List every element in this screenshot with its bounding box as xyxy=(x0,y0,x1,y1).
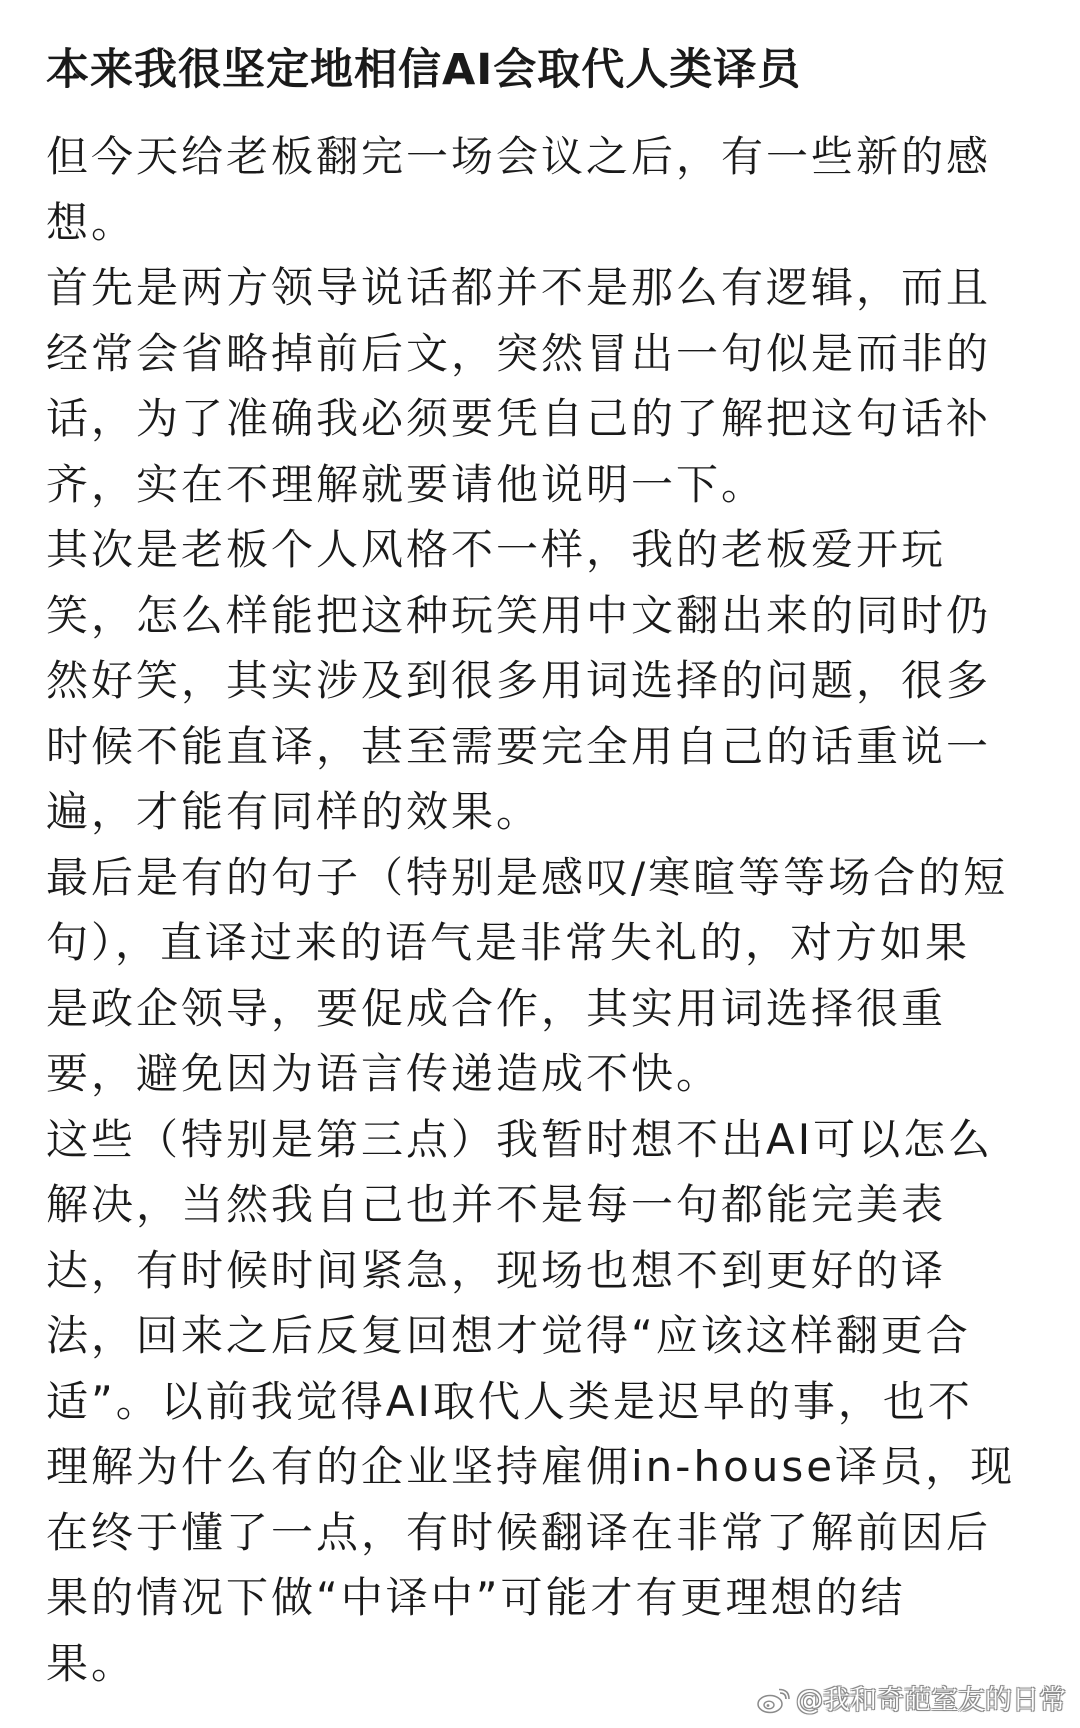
body-line: 适”。以前我觉得AI取代人类是迟早的事，也不 xyxy=(46,1376,973,1426)
body-line: 达，有时候时间紧急，现场也想不到更好的译 xyxy=(46,1245,947,1295)
body-line: 果的情况下做“中译中”可能才有更理想的结 xyxy=(46,1573,906,1622)
body-line: 然好笑，其实涉及到很多用词选择的问题，很多 xyxy=(46,656,992,705)
body-line: 解决，当然我自己也并不是每一句都能完美表 xyxy=(46,1180,947,1229)
body-line: 遍，才能有同样的效果。 xyxy=(46,787,542,836)
watermark-text: @我和奇葩室友的日常 xyxy=(796,1685,1066,1716)
body-line: 最后是有的句子（特别是感叹/寒暄等等场合的短 xyxy=(46,852,1009,902)
body-line: 在终于懂了一点，有时候翻译在非常了解前因后 xyxy=(46,1507,992,1557)
weibo-watermark xyxy=(756,1684,1066,1718)
body-line: 其次是老板个人风格不一样，我的老板爱开玩 xyxy=(46,525,947,574)
body-line: 句），直译过来的语气是非常失礼的，对方如果 xyxy=(46,918,971,967)
body-line: 话，为了准确我必须要凭自己的了解把这句话补 xyxy=(46,394,992,443)
body-line: 齐，实在不理解就要请他说明一下。 xyxy=(46,459,767,509)
body-line: 是政企领导，要促成合作，其实用词选择很重 xyxy=(46,983,947,1033)
body-line: 但今天给老板翻完一场会议之后，有一些新的感 xyxy=(46,132,992,181)
body-line: 笑，怎么样能把这种玩笑用中文翻出来的同时仍 xyxy=(46,590,992,640)
body-line: 这些（特别是第三点）我暂时想不出AI可以怎么 xyxy=(46,1114,994,1164)
body-line: 时候不能直译，甚至需要完全用自己的话重说一 xyxy=(46,721,992,771)
body-line: 理解为什么有的企业坚持雇佣in-house译员，现 xyxy=(46,1442,1016,1491)
body-line: 果。 xyxy=(46,1638,137,1688)
body-line: 首先是两方领导说话都并不是那么有逻辑，而且 xyxy=(46,263,992,312)
body-line: 法，回来之后反复回想才觉得“应该这样翻更合 xyxy=(46,1311,971,1360)
body-line: 要，避免因为语言传递造成不快。 xyxy=(46,1049,722,1098)
weibo-icon xyxy=(756,1688,790,1714)
body-line: 想。 xyxy=(46,197,137,247)
post-title: 本来我很坚定地相信AI会取代人类译员 xyxy=(46,45,802,95)
post-body xyxy=(46,124,1036,1696)
body-line: 经常会省略掉前后文，突然冒出一句似是而非的 xyxy=(46,328,992,378)
